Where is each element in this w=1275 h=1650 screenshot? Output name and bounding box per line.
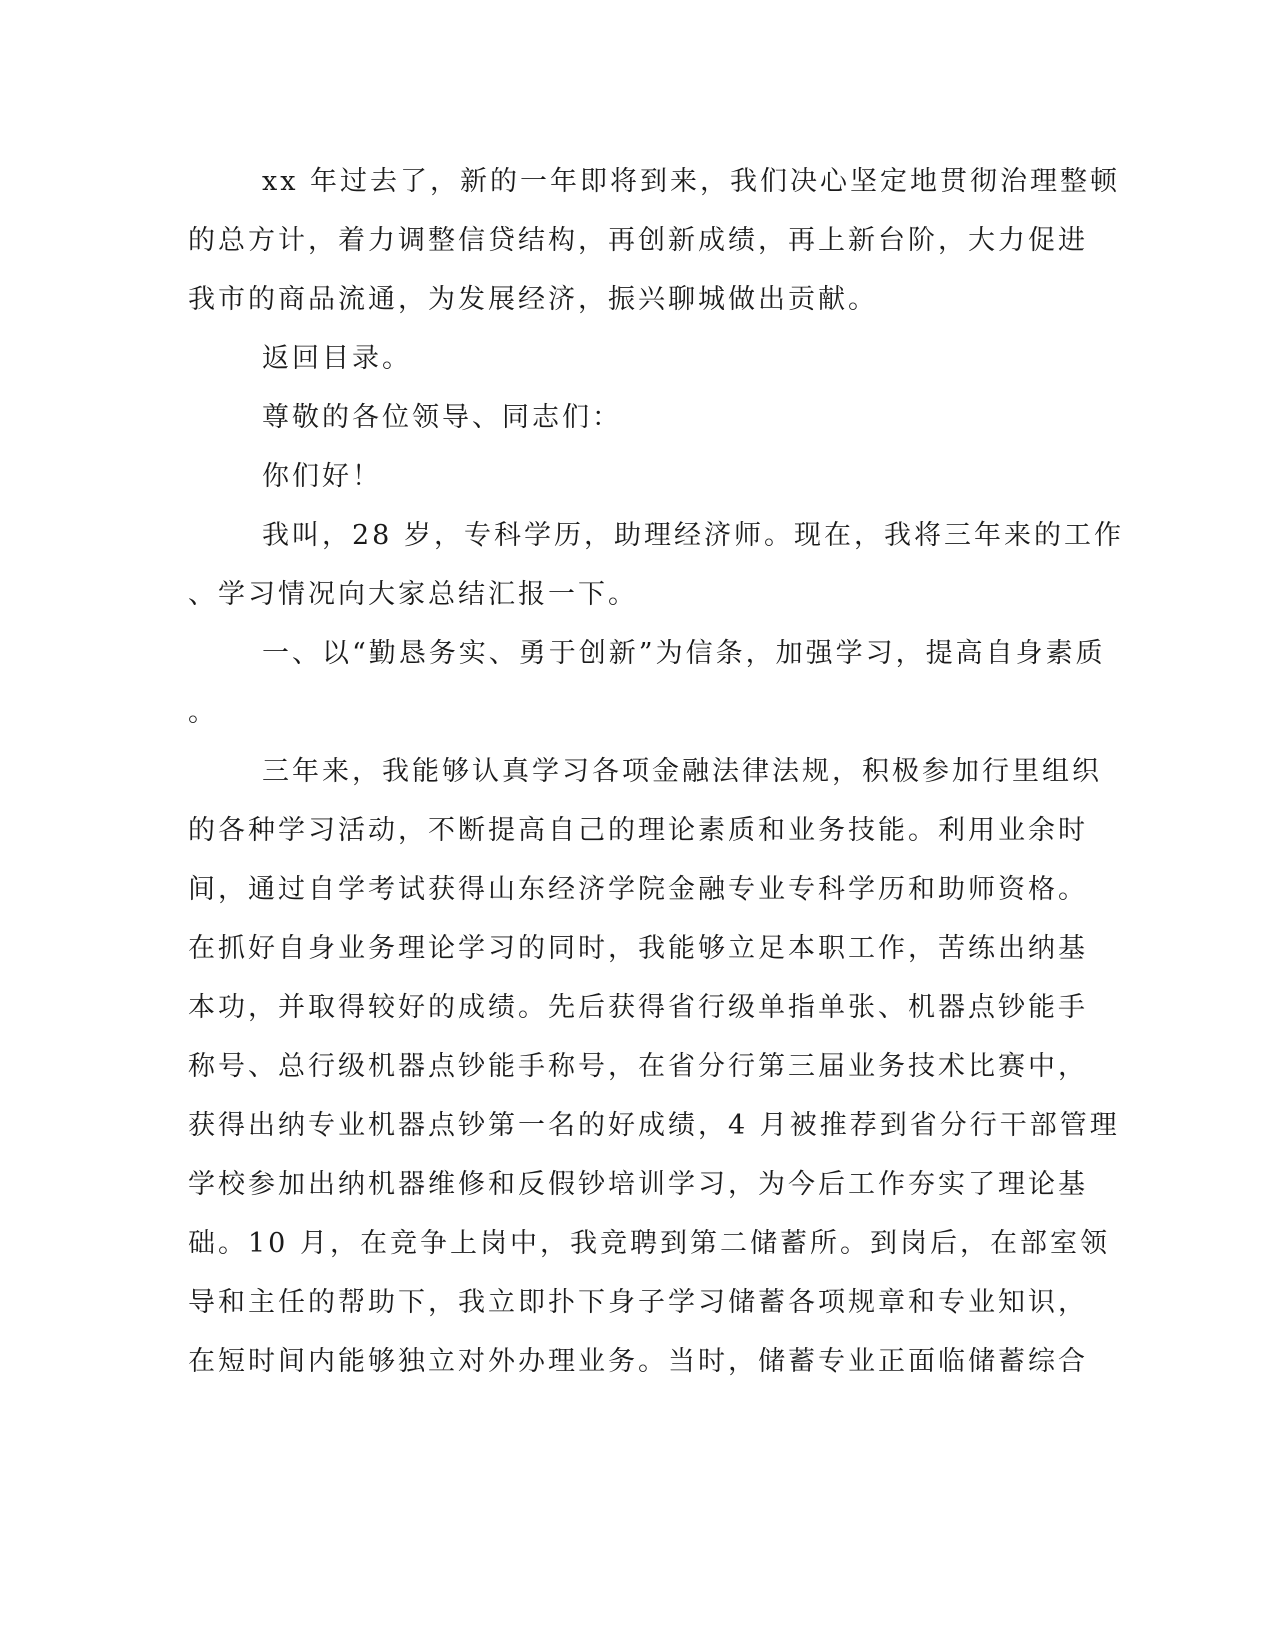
paragraph-line: 、学习情况向大家总结汇报一下。 <box>188 579 638 610</box>
paragraph-line: 在短时间内能够独立对外办理业务。当时，储蓄专业正面临储蓄综合 <box>188 1346 1088 1377</box>
paragraph-line: 的各种学习活动，不断提高自己的理论素质和业务技能。利用业余时 <box>188 815 1088 846</box>
paragraph-line: 间，通过自学考试获得山东经济学院金融专业专科学历和助师资格。 <box>188 874 1088 905</box>
salutation: 尊敬的各位领导、同志们： <box>262 402 622 433</box>
paragraph-line: 础。10 月，在竞争上岗中，我竞聘到第二储蓄所。到岗后，在部室领 <box>188 1228 1110 1259</box>
paragraph-line: 导和主任的帮助下，我立即扑下身子学习储蓄各项规章和专业知识， <box>188 1287 1088 1318</box>
paragraph-line: 返回目录。 <box>262 343 412 374</box>
paragraph-line: 在抓好自身业务理论学习的同时，我能够立足本职工作，苦练出纳基 <box>188 933 1088 964</box>
paragraph-line: 获得出纳专业机器点钞第一名的好成绩，4 月被推荐到省分行干部管理 <box>188 1110 1120 1141</box>
paragraph-line: xx 年过去了，新的一年即将到来，我们决心坚定地贯彻治理整顿 <box>262 166 1121 197</box>
section-heading: 一、以“勤恳务实、勇于创新”为信条，加强学习，提高自身素质 <box>262 638 1106 669</box>
paragraph-line: 称号、总行级机器点钞能手称号，在省分行第三届业务技术比赛中， <box>188 1051 1088 1082</box>
section-heading-end: 。 <box>188 697 218 728</box>
paragraph-line: 本功，并取得较好的成绩。先后获得省行级单指单张、机器点钞能手 <box>188 992 1088 1023</box>
greeting: 你们好！ <box>262 461 382 492</box>
paragraph-line: 三年来，我能够认真学习各项金融法律法规，积极参加行里组织 <box>262 756 1102 787</box>
paragraph-line: 我叫，28 岁，专科学历，助理经济师。现在，我将三年来的工作 <box>262 520 1124 551</box>
paragraph-line: 我市的商品流通，为发展经济，振兴聊城做出贡献。 <box>188 284 878 315</box>
paragraph-line: 的总方计，着力调整信贷结构，再创新成绩，再上新台阶，大力促进 <box>188 225 1088 256</box>
paragraph-line: 学校参加出纳机器维修和反假钞培训学习，为今后工作夯实了理论基 <box>188 1169 1088 1200</box>
